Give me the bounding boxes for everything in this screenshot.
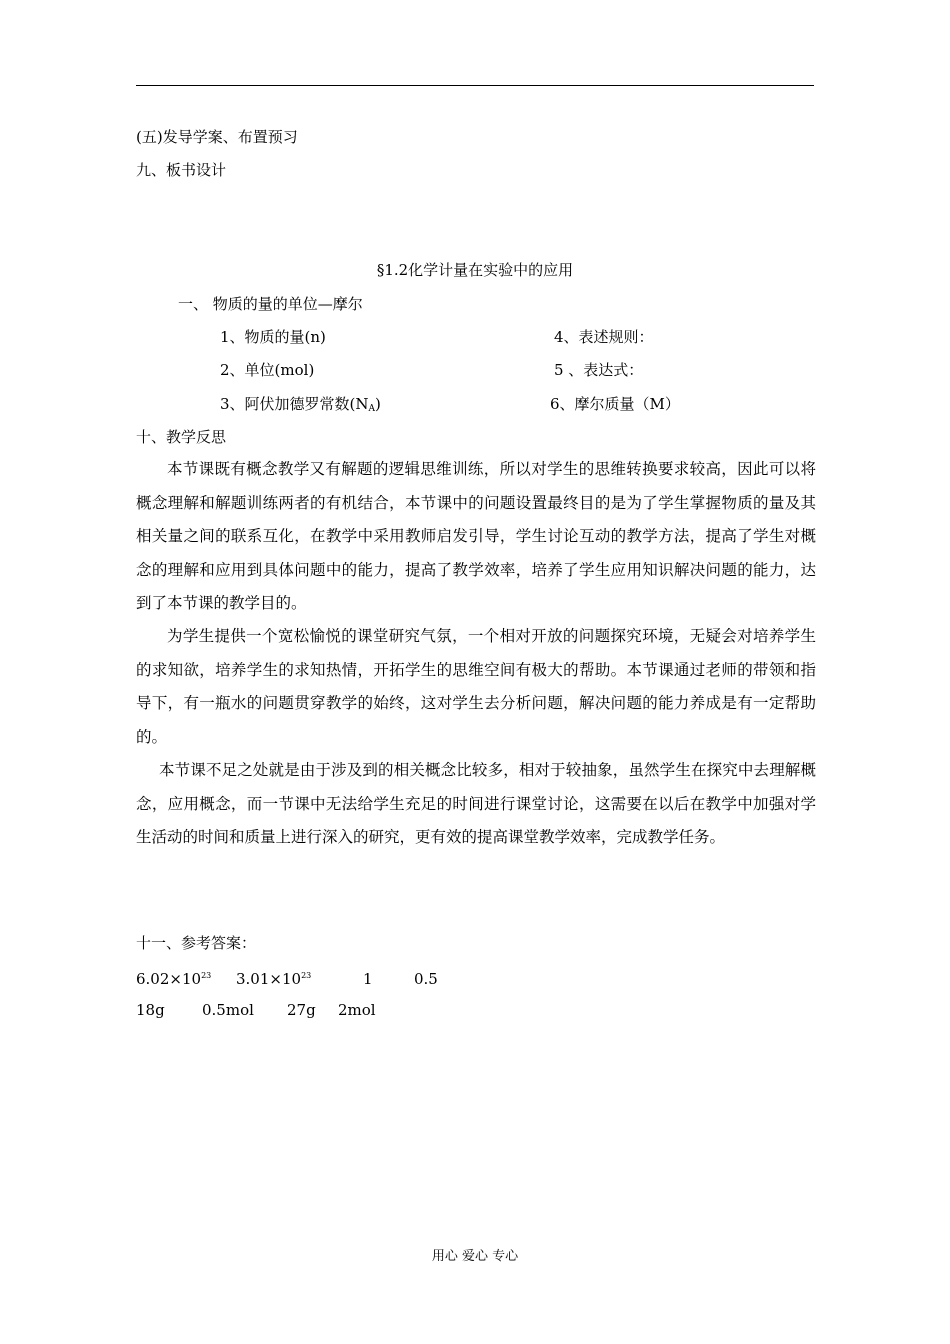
avogadro-close: ) bbox=[375, 395, 381, 413]
reflection-heading: 十、教学反思 bbox=[136, 428, 227, 446]
avogadro-label: 3、阿伏加德罗常数(N bbox=[220, 395, 369, 413]
answer-value: 0.5mol bbox=[202, 1001, 254, 1019]
board-design-heading: 九、板书设计 bbox=[136, 161, 227, 179]
reflection-paragraph-2: 为学生提供一个宽松愉悦的课堂研究气氛，一个相对开放的问题探究环境，无疑会对培养学生的求知欲，培养学生的求知热情，开拓学生的思维空间有极大的帮助。本节课通过老师的带领和指导下，有一瓶水的问题贯穿教学的始终，这对学生去分析问题，解决问题的能力养成是有一定帮助的。 bbox=[136, 627, 816, 746]
answers-row-2 bbox=[136, 1000, 376, 1020]
answers-heading: 十一、参考答案： bbox=[136, 934, 257, 952]
answer-value: 2mol bbox=[338, 1001, 376, 1019]
header-rule bbox=[136, 85, 814, 86]
board-item-formula: 5 、表达式： bbox=[554, 361, 644, 379]
answer-value: 1 bbox=[363, 970, 373, 988]
board-title: §1.2化学计量在实验中的应用 bbox=[376, 261, 574, 279]
board-item-molar-mass: 6、摩尔质量（M） bbox=[550, 395, 680, 413]
board-item-unit: 2、单位(mol) bbox=[220, 361, 315, 379]
reflection-paragraph-1: 本节课既有概念教学又有解题的逻辑思维训练，所以对学生的思维转换要求较高，因此可以将概念理解和解题训练两者的有机结合，本节课中的问题设置最终目的是为了学生掌握物质的量及其相关量之间的联系互化，在教学中采用教师启发引导，学生讨论互动的教学方法，提高了学生对概念的理解和应用到具体问题中的能力，提高了教学效率，培养了学生应用知识解决问题的能力，达到了本节课的教学目的。 bbox=[136, 460, 816, 612]
board-item-avogadro bbox=[220, 394, 381, 419]
avogadro-subscript: A bbox=[368, 404, 376, 414]
reflection-paragraph-3: 本节课不足之处就是由于涉及到的相关概念比较多，相对于较抽象，虽然学生在探究中去理解概念，应用概念，而一节课中无法给学生充足的时间进行课堂讨论，这需要在以后在教学中加强对学生活动的时间和质量上进行深入的研究，更有效的提高课堂教学效率，完成教学任务。 bbox=[136, 761, 816, 846]
answer-value: 0.5 bbox=[414, 970, 438, 988]
answer-value: $6.02\times 10^{23}$ bbox=[136, 970, 212, 988]
answer-value: $3.01\times 10^{23}$ bbox=[236, 970, 312, 988]
board-item-amount-of-substance: 1、物质的量(n) bbox=[220, 328, 326, 346]
page-footer: 用心 爱心 专心 bbox=[431, 1249, 519, 1264]
answer-value: 27g bbox=[287, 1001, 316, 1019]
board-item-expression-rules: 4、表述规则： bbox=[554, 328, 654, 346]
answers-row-1 bbox=[136, 966, 438, 989]
preview-line: (五)发导学案、布置预习 bbox=[136, 128, 298, 146]
answer-value: 18g bbox=[136, 1001, 165, 1019]
board-section-heading: 一、 物质的量的单位—摩尔 bbox=[178, 295, 363, 313]
